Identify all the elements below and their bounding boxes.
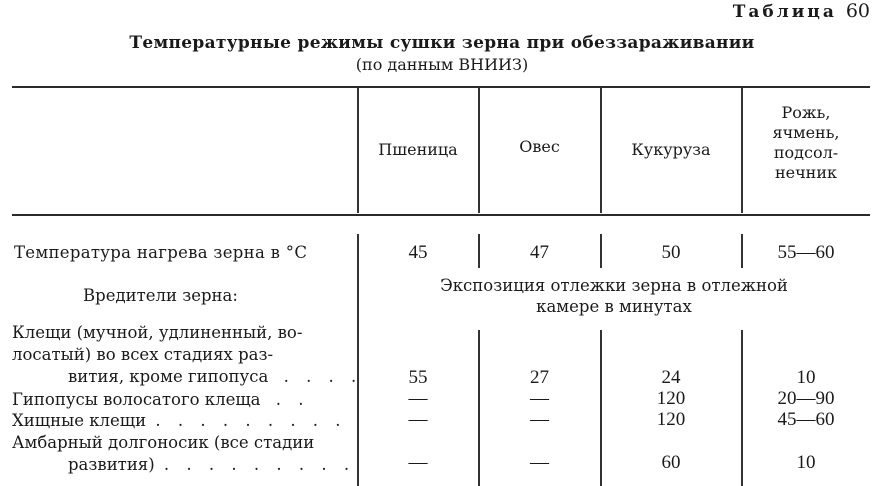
row-weevil-label: [12, 432, 355, 476]
row-weevil-label-line1: Амбарный долгоносик (все стадии: [12, 433, 315, 452]
row-hypopus-value-corn: 120: [656, 388, 686, 409]
row-weevil-label-line2-wrap: [12, 454, 355, 476]
column-header-corn: Кукуруза: [631, 140, 711, 159]
row-hypopus-value-oats: —: [530, 388, 549, 409]
row-predatory-value-corn: 120: [656, 409, 686, 430]
row-predatory-label-text: Хищные клещи: [12, 411, 147, 430]
row-weevil-value-wheat: —: [408, 452, 428, 473]
row-mites-label-line3-wrap: [12, 366, 362, 388]
row-hypopus-value-wheat: —: [408, 388, 428, 409]
row-mites-value-rye: 10: [796, 367, 816, 388]
row-mites-label: [12, 322, 362, 388]
column-header-rye-line4: нечник: [774, 163, 838, 182]
row-weevil-dots: . . . . . . . . .: [163, 455, 356, 474]
row-mites-label-line2: лосатый) во всех стадиях раз-: [12, 345, 274, 364]
table-number: [733, 0, 870, 22]
row-hypopus-label-text: Гипопусы волосатого клеща: [12, 390, 261, 409]
row-mites-value-oats: 27: [530, 367, 549, 388]
column-header-rye-line1: Рожь,: [781, 103, 831, 122]
row-predatory-dots: . . . . . . . . .: [155, 411, 347, 430]
column-header-oats: Овес: [519, 137, 560, 156]
temperature-value-oats: 47: [530, 242, 549, 263]
table-number-value: 60: [845, 0, 870, 22]
exposure-header-line1: Экспозиция отлежки зерна в отлежной: [440, 276, 788, 295]
table-subtitle: (по данным ВНИИЗ): [355, 55, 529, 74]
column-header-rye-line2: ячмень,: [772, 123, 840, 142]
column-header-rye: [742, 103, 870, 183]
temperature-value-wheat: 45: [408, 242, 428, 263]
row-predatory-value-rye: 45—60: [777, 409, 835, 430]
row-hypopus-label: [12, 390, 310, 409]
temperature-row-label: Температура нагрева зерна в °С: [14, 243, 308, 262]
exposure-header: [360, 275, 868, 317]
temperature-value-rye: 55—60: [777, 242, 835, 263]
row-weevil-value-corn: 60: [661, 452, 681, 473]
table-header-rule: [12, 214, 870, 216]
row-weevil-value-rye: 10: [796, 452, 816, 473]
pests-section-label: Вредители зерна:: [83, 286, 238, 305]
row-weevil-label-line2: развития): [68, 455, 155, 474]
exposure-header-line2: камере в минутах: [536, 297, 692, 316]
column-header-rye-line3: подсол-: [773, 143, 839, 162]
table-title: Температурные режимы сушки зерна при обеззараживании: [129, 33, 755, 53]
row-predatory-label: [12, 411, 347, 430]
row-predatory-value-wheat: —: [408, 409, 428, 430]
row-mites-label-line3: вития, кроме гипопуса: [68, 367, 269, 386]
row-hypopus-dots: . .: [275, 390, 310, 409]
row-mites-dots: . . . .: [283, 367, 363, 386]
row-weevil-value-oats: —: [530, 452, 549, 473]
row-mites-label-line1: Клещи (мучной, удлиненный, во-: [12, 323, 303, 342]
column-header-wheat: Пшеница: [378, 140, 458, 159]
row-mites-value-corn: 24: [661, 367, 681, 388]
row-hypopus-value-rye: 20—90: [777, 388, 835, 409]
table-number-label: Таблица: [732, 2, 837, 22]
row-mites-value-wheat: 55: [408, 367, 428, 388]
temperature-value-corn: 50: [661, 242, 681, 263]
row-predatory-value-oats: —: [530, 409, 549, 430]
